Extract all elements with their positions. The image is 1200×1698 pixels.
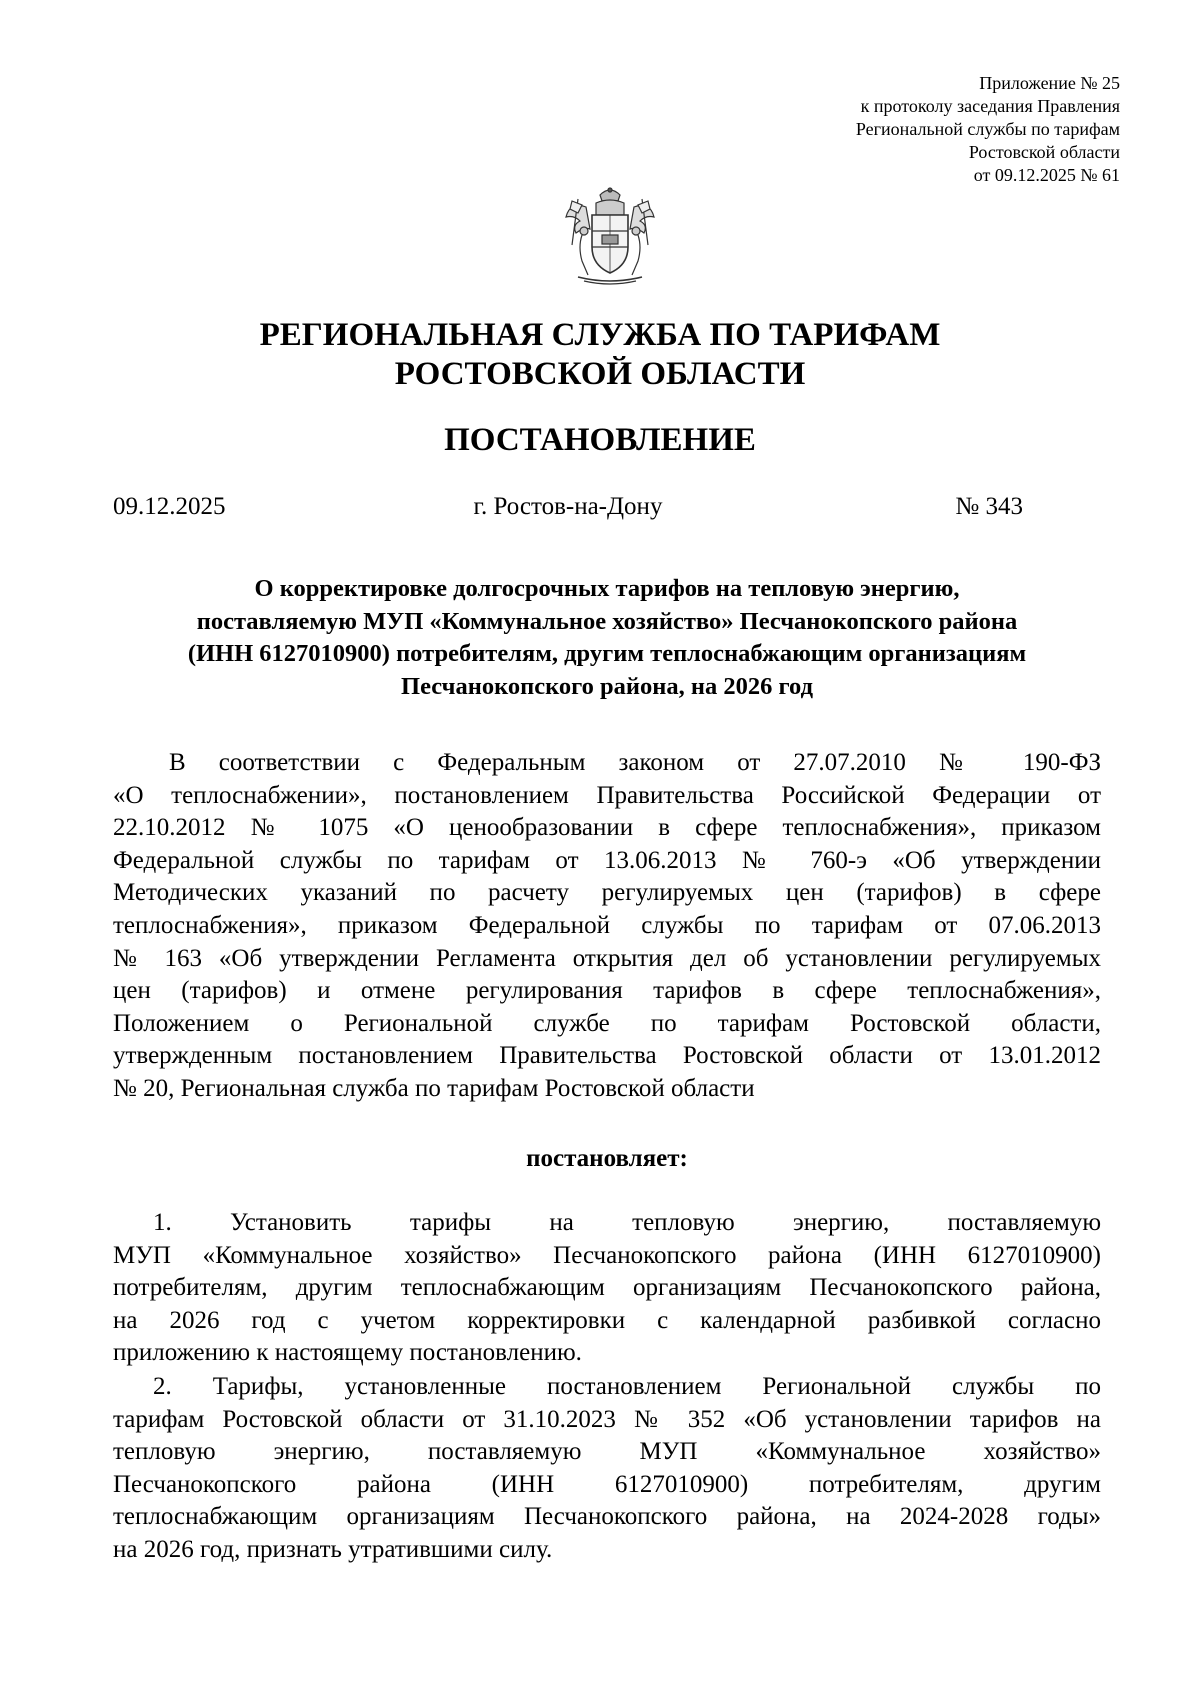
paragraph-line: «О теплоснабжении», постановлением Правительства Российской Федерации от: [113, 781, 1101, 809]
document-date: 09.12.2025: [113, 493, 226, 520]
paragraph-line: 2. Тарифы, установленные постановлением Региональной службы по: [153, 1373, 1101, 1400]
paragraph-line: тарифам Ростовской области от 31.10.2023 № 352 «Об установлении тарифов на: [113, 1405, 1101, 1433]
paragraph-line: теплоснабжающим организациям Песчанокопского района, на 2024-2028 годы»: [113, 1503, 1101, 1531]
paragraph-line: Положением о Региональной службе по тарифам Ростовской области,: [113, 1009, 1101, 1037]
paragraph-line: Песчанокопского района (ИНН 6127010900) потребителям, другим: [113, 1470, 1101, 1498]
resolution-item-1: [113, 1207, 1101, 1370]
resolves-heading: постановляет:: [526, 1145, 688, 1172]
agency-title: [0, 316, 1200, 394]
paragraph-line: 1. Установить тарифы на тепловую энергию, поставляемую: [153, 1209, 1101, 1236]
resolution-item-2: [113, 1371, 1101, 1567]
paragraph-line: 22.10.2012 № 1075 «О ценообразовании в сфере теплоснабжения», приказом: [113, 814, 1101, 842]
appendix-line: к протоколу заседания Правления: [860, 96, 1120, 116]
paragraph-line: В соответствии с Федеральным законом от 27.07.2010 № 190-ФЗ: [169, 749, 1101, 776]
appendix-note: [856, 72, 1120, 187]
agency-title-line: РЕГИОНАЛЬНАЯ СЛУЖБА ПО ТАРИФАМ: [259, 317, 941, 353]
paragraph-line: тепловую энергию, поставляемую МУП «Коммунальное хозяйство»: [113, 1438, 1101, 1466]
paragraph-line: МУП «Коммунальное хозяйство» Песчанокопского района (ИНН 6127010900): [113, 1241, 1101, 1269]
subject-line: Песчанокопского района, на 2026 год: [401, 672, 813, 700]
document-meta: [113, 490, 1023, 524]
paragraph-line: на 2026 год с учетом корректировки с календарной разбивкой согласно: [113, 1306, 1101, 1334]
subject-line: поставляемую МУП «Коммунальное хозяйство» Песчанокопского района: [196, 607, 1018, 635]
paragraph-line: Федеральной службы по тарифам от 13.06.2013 № 760-э «Об утверждении: [113, 846, 1101, 874]
subject-line: О корректировке долгосрочных тарифов на тепловую энергию,: [254, 575, 960, 602]
paragraph-line: на 2026 год, признать утратившими силу.: [113, 1535, 553, 1563]
paragraph-line: № 163 «Об утверждении Регламента открытия дел об установлении регулируемых: [113, 944, 1101, 972]
appendix-line: Ростовской области: [968, 142, 1120, 162]
paragraph-line: утвержденным постановлением Правительства Ростовской области от 13.01.2012: [113, 1042, 1101, 1070]
rostov-oblast-coat-of-arms-icon: [560, 185, 660, 287]
document-number: № 343: [955, 493, 1023, 520]
preamble-paragraph: [113, 747, 1101, 1106]
appendix-line: Приложение № 25: [979, 73, 1120, 93]
appendix-line: от 09.12.2025 № 61: [973, 165, 1120, 185]
agency-title-line: РОСТОВСКОЙ ОБЛАСТИ: [394, 356, 806, 392]
document-type: ПОСТАНОВЛЕНИЕ: [444, 422, 756, 458]
subject-line: (ИНН 6127010900) потребителям, другим теплоснабжающим организациям: [187, 640, 1027, 667]
paragraph-line: цен (тарифов) и отмене регулирования тарифов в сфере теплоснабжения»,: [113, 977, 1101, 1005]
paragraph-line: потребителям, другим теплоснабжающим организациям Песчанокопского района,: [113, 1274, 1101, 1302]
paragraph-line: приложению к настоящему постановлению.: [113, 1339, 582, 1367]
paragraph-line: Методических указаний по расчету регулируемых цен (тарифов) в сфере: [113, 879, 1101, 907]
document-subject: [113, 573, 1101, 703]
paragraph-line: № 20, Региональная служба по тарифам Ростовской области: [113, 1074, 755, 1102]
appendix-line: Региональной службы по тарифам: [855, 119, 1120, 139]
paragraph-line: теплоснабжения», приказом Федеральной службы по тарифам от 07.06.2013: [113, 911, 1101, 939]
document-city: г. Ростов-на-Дону: [473, 493, 663, 520]
